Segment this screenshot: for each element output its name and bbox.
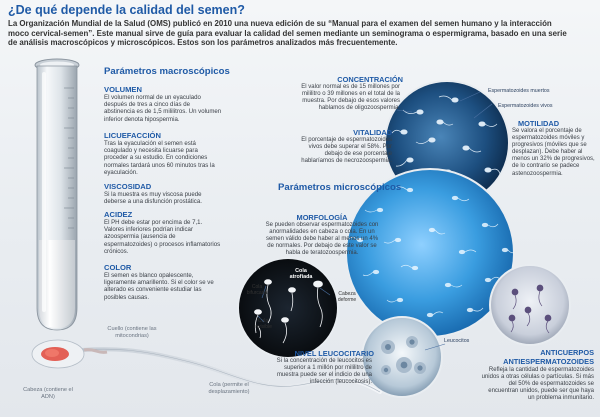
label-cabeza-deforme: Cabeza deforme [337, 291, 357, 303]
label-cola-bifurcada: Cola bifurcada [246, 284, 268, 296]
macro-item-heading: ACIDEZ [104, 210, 133, 219]
macro-item-heading: VISCOSIDAD [104, 182, 152, 191]
anticuerpos-heading: ANTICUERPOS ANTIESPERMATOZOIDES [503, 348, 594, 366]
label-leucocitos: Leucocitos [444, 338, 470, 344]
macro-item-text: El volumen normal de un eyaculado después de tres a cinco días de abstinencia es de 1,5 mililitros. Un volumen inferior denota hipospermia. [104, 94, 222, 123]
label-cola-atrofiada: Cola atrofiada [289, 268, 313, 281]
macro-item-text: El PH debe estar por encima de 7,1. Valores inferiores podrían indicar azoospermia (ausencia de espermatozoides) o procesos inflamatorios crónicos. [104, 219, 221, 255]
label-espermatozoides-vivos: Espermatozoides vivos [498, 103, 553, 109]
motilidad-text: Se valora el porcentaje de espermatozoides móviles y progresivos (móviles que se desplazan). Debe haber al menos un 32% de progresivos, de lo contrario se padece astenozoospermia. [512, 128, 595, 177]
morfologia-text: Se pueden observar espermatozoides con anormalidades en cabeza o cola. En un semen válido debe haber al menos un 4% de normales. Por debajo de este valor se habla de teratozoospermia. [265, 222, 379, 257]
leucocitario-heading: NIVEL LEUCOCITARIO [294, 349, 374, 358]
label-espermatozoides-muertos: Espermatozoides muertos [488, 88, 550, 94]
macro-item-text: Tras la eyaculación el semen está coagulado y necesita licuarse para proceder a su estudio. En condiciones normales tardará unos 60 minutos tras la eyaculación. [104, 140, 215, 176]
page-title: ¿De qué depende la calidad del semen? [8, 3, 245, 17]
macro-item-heading: VOLUMEN [104, 85, 142, 94]
anno-cuello: Cuello (contiene las mitocondrias) [107, 326, 157, 339]
macro-section-title: Parámetros macroscópicos [104, 66, 230, 77]
label-cola-invisible: Cola invisible [254, 318, 272, 330]
micro-section-title: Parámetros microscópicos [278, 182, 402, 193]
vitalidad-text: El porcentaje de espermatozoides vivos debe superar el 58%. Por debajo de ese porcentaje hablaríamos de necrozoospermia. [301, 137, 392, 165]
macro-item-heading: COLOR [104, 263, 132, 272]
leucocitario-text: Si la concentración de leucocitos es superior a 1 millón por mililitro de muestra puede ser el indicio de una infección (leucocitosis). [276, 358, 372, 386]
morfologia-heading: MORFOLOGÍA [296, 213, 348, 222]
intro-paragraph: La Organización Mundial de la Salud (OMS) publicó en 2010 una nueva edición de su “Manual para el examen del semen humano y la interacción moco cervical-semen”. Este manual sirve de guía para evaluar la calidad del semen mediante un seminograma o espermigrama, basado en una serie de análisis macroscópicos y microscópicos. Estos son los parámetros analizados más frecuentemente. [8, 19, 567, 48]
vitalidad-heading: VITALIDAD [353, 128, 392, 137]
concentracion-heading: CONCENTRACIÓN [337, 75, 403, 84]
macro-item-text: El semen es blanco opalescente, ligeramente amarillento. Si el color se ve alterado es conveniente estudiar las posibles causas. [104, 272, 214, 301]
anno-cola: Cola (permite el desplazamiento) [208, 382, 250, 395]
anno-cabeza: Cabeza (contiene el ADN) [23, 387, 73, 400]
macro-item-text: Si la muestra es muy viscosa puede deberse a una disfunción prostática. [104, 191, 202, 206]
concentracion-text: El valor normal es de 15 millones por mililitro o 39 millones en el total de la muestra. Por debajo de esos valores hablamos de oligozoospermia. [301, 84, 400, 112]
anticuerpos-text: Refleja la cantidad de espermatozoides unidos a otras células o partículas. Si más del 50% de espermatozoides se encuentran unidos, puede ser que haya un problema inmunitario. [481, 367, 594, 402]
motilidad-heading: MOTILIDAD [518, 119, 560, 128]
macro-item-heading: LICUEFACCIÓN [104, 131, 161, 140]
